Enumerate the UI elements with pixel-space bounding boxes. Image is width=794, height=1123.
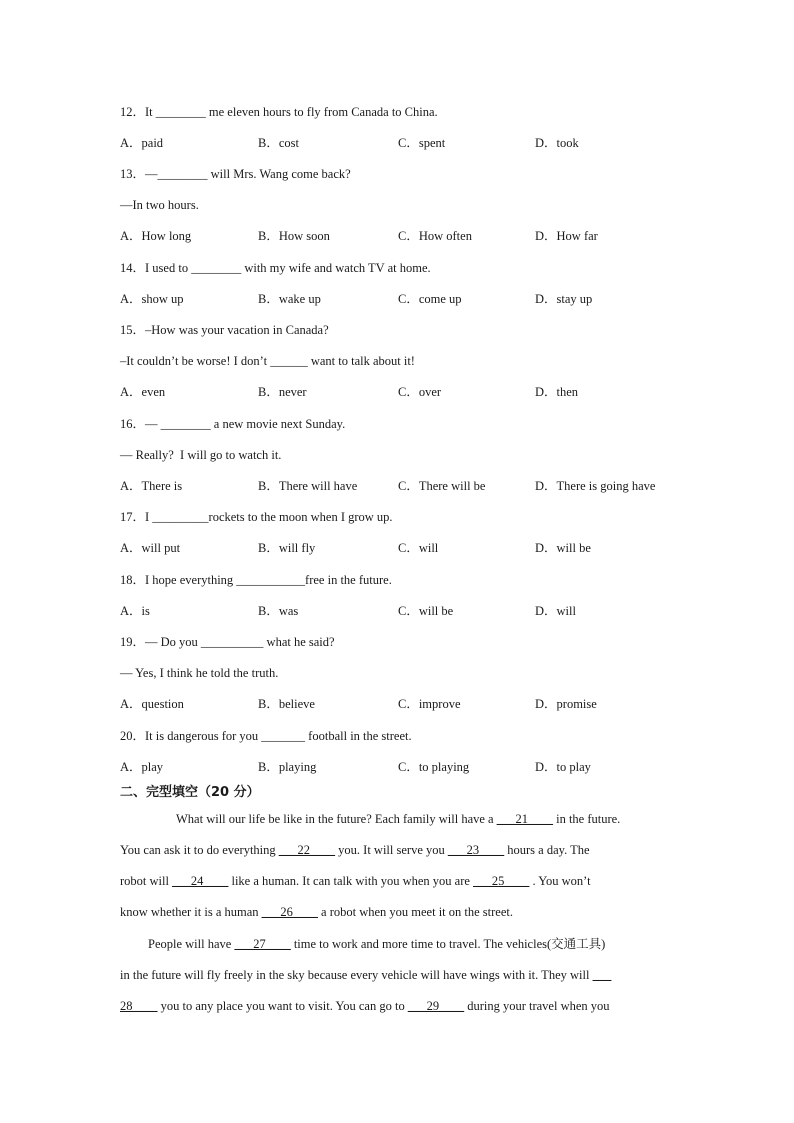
option-a: A．play <box>120 760 164 774</box>
question-19-line-2: — Yes, I think he told the truth. <box>120 666 279 680</box>
passage-line <box>120 998 610 1014</box>
question-15 <box>120 322 329 338</box>
question-stem: It is dangerous for you _______ football in the street. <box>145 729 412 743</box>
blank-28-start: ___ <box>592 968 612 982</box>
passage-text: What will our life be like in the future? Each family will have a <box>176 812 497 826</box>
question-14 <box>120 260 431 276</box>
question-16-line-2: — Really? I will go to watch it. <box>120 448 282 462</box>
question-17 <box>120 509 393 525</box>
question-15-line-2: –It couldn’t be worse! I don’t ______ want to talk about it! <box>120 354 415 368</box>
blank-24: ___24____ <box>172 874 229 888</box>
question-13 <box>120 166 351 182</box>
option-c: C．There will be <box>398 479 486 493</box>
option-a: A．question <box>120 697 184 711</box>
question-stem: –How was your vacation in Canada? <box>145 323 329 337</box>
option-b: B．There will have <box>258 479 358 493</box>
passage-text: hours a day. The <box>504 843 590 857</box>
question-number: 12． <box>120 105 146 119</box>
question-number: 13． <box>120 167 146 181</box>
option-d: D．to play <box>535 760 591 774</box>
passage-text: robot will <box>120 874 173 888</box>
passage-text: . You won’t <box>529 874 591 888</box>
option-d: D．will <box>535 604 576 618</box>
option-b: B．was <box>258 604 299 618</box>
option-c: C．improve <box>398 697 461 711</box>
passage-line <box>148 936 605 952</box>
passage-text: time to work and more time to travel. The vehicles(交通工具) <box>290 937 606 951</box>
blank-21: ___21____ <box>496 812 553 826</box>
question-20 <box>120 728 412 744</box>
question-16 <box>120 416 345 432</box>
option-a: A．There is <box>120 479 183 493</box>
question-stem: — Do you __________ what he said? <box>145 635 335 649</box>
question-18 <box>120 572 392 588</box>
passage-text: a robot when you meet it on the street. <box>317 905 513 919</box>
option-a: A．How long <box>120 229 192 243</box>
question-stem: — ________ a new movie next Sunday. <box>145 417 346 431</box>
passage-text: know whether it is a human <box>120 905 262 919</box>
passage-text: People will have <box>148 937 235 951</box>
option-c: C．come up <box>398 292 462 306</box>
question-number: 17． <box>120 510 146 524</box>
option-a: A．even <box>120 385 166 399</box>
option-a: A．show up <box>120 292 184 306</box>
option-d: D．took <box>535 136 579 150</box>
passage-line <box>120 967 611 983</box>
blank-23: ___23____ <box>447 843 505 857</box>
option-a: A．will put <box>120 541 181 555</box>
option-b: B．playing <box>258 760 317 774</box>
question-number: 19． <box>120 635 146 649</box>
passage-line <box>120 842 590 858</box>
option-c: C．to playing <box>398 760 470 774</box>
option-c: C．over <box>398 385 442 399</box>
question-stem: I _________rockets to the moon when I grow up. <box>145 510 393 524</box>
passage-text: like a human. It can talk with you when you are <box>228 874 474 888</box>
option-c: C．will be <box>398 604 454 618</box>
passage-line <box>176 811 620 827</box>
option-b: B．cost <box>258 136 299 150</box>
question-stem: I used to ________ with my wife and watch TV at home. <box>145 261 431 275</box>
blank-27: ___27____ <box>234 937 291 951</box>
passage-text: You can ask it to do everything <box>120 843 279 857</box>
blank-25: ___25____ <box>473 874 530 888</box>
question-number: 16． <box>120 417 146 431</box>
option-d: D．will be <box>535 541 591 555</box>
option-c: C．spent <box>398 136 446 150</box>
question-stem: I hope everything ___________free in the future. <box>145 573 392 587</box>
blank-29: ___29____ <box>407 999 465 1013</box>
passage-text: during your travel when you <box>464 999 610 1013</box>
option-a: A．is <box>120 604 150 618</box>
question-number: 14． <box>120 261 146 275</box>
option-b: B．will fly <box>258 541 316 555</box>
option-c: C．How often <box>398 229 472 243</box>
question-stem: It ________ me eleven hours to fly from Canada to China. <box>145 105 438 119</box>
option-d: D．promise <box>535 697 597 711</box>
option-b: B．never <box>258 385 307 399</box>
passage-text: in the future will fly freely in the sky because every vehicle will have wings with it. They will <box>120 968 593 982</box>
question-number: 18． <box>120 573 146 587</box>
question-13-line-2: —In two hours. <box>120 198 199 212</box>
section-title: 二、完型填空（20 分） <box>120 785 260 800</box>
option-d: D．How far <box>535 229 598 243</box>
question-19 <box>120 634 335 650</box>
option-a: A．paid <box>120 136 164 150</box>
passage-line <box>120 904 513 920</box>
question-stem: —________ will Mrs. Wang come back? <box>145 167 351 181</box>
question-12 <box>120 104 438 120</box>
passage-text: you. It will serve you <box>335 843 448 857</box>
blank-28-end: 28____ <box>120 999 158 1013</box>
passage-text: in the future. <box>552 812 621 826</box>
blank-26: ___26____ <box>261 905 318 919</box>
question-number: 15． <box>120 323 146 337</box>
option-b: B．believe <box>258 697 315 711</box>
option-d: D．There is going have <box>535 479 656 493</box>
option-d: D．then <box>535 385 579 399</box>
option-c: C．will <box>398 541 439 555</box>
option-b: B．How soon <box>258 229 330 243</box>
passage-line <box>120 873 591 889</box>
passage-text: you to any place you want to visit. You can go to <box>157 999 408 1013</box>
option-b: B．wake up <box>258 292 321 306</box>
option-d: D．stay up <box>535 292 593 306</box>
question-number: 20． <box>120 729 146 743</box>
blank-22: ___22____ <box>278 843 336 857</box>
